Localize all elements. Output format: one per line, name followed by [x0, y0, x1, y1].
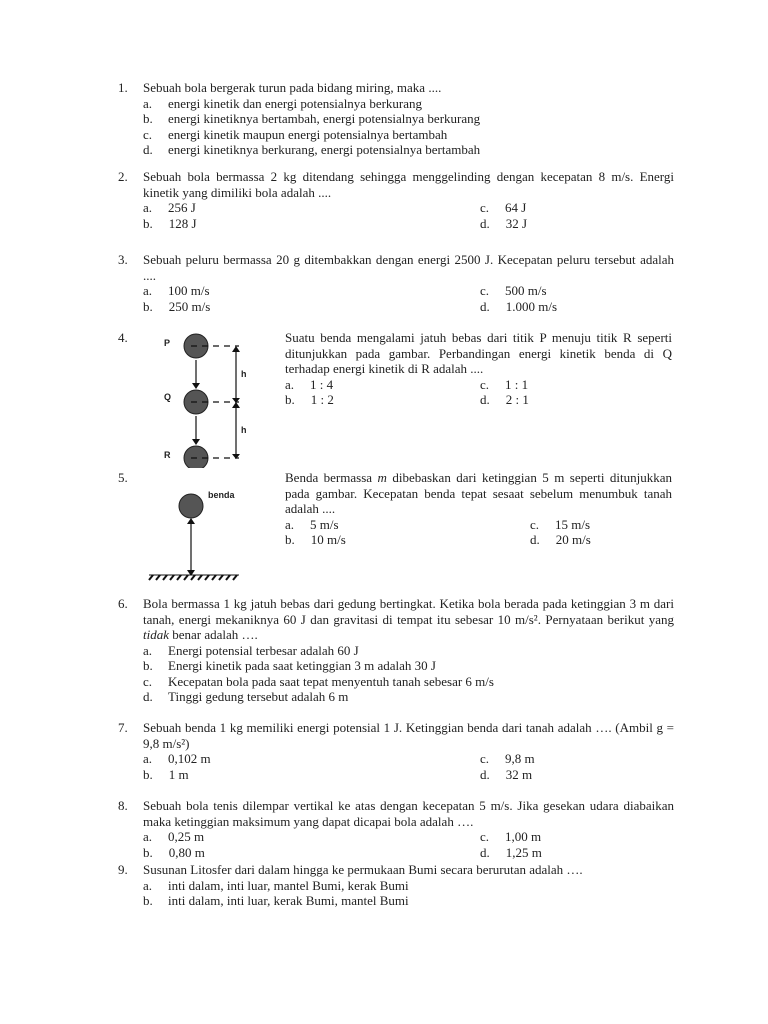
stem-italic: tidak [143, 627, 169, 642]
option-label: a. [143, 751, 153, 766]
option-text: 9,8 m [505, 751, 535, 766]
question-7 [118, 720, 674, 782]
option-label: d. [480, 766, 490, 782]
option-text: energi kinetik dan energi potensialnya berkurang [168, 95, 423, 111]
option-text: 500 m/s [505, 283, 547, 298]
option-a [143, 751, 211, 767]
point-label-q: Q [164, 392, 172, 402]
option-text: 5 m/s [310, 516, 339, 532]
option-text: energi kinetik maupun energi potensialnya bertambah [168, 126, 448, 142]
option-text: 32 J [505, 215, 528, 231]
stem-text: dibebaskan dari ketinggian 5 m seperti ditunjukkan pada gambar. Kecepatan benda tepat sesaat sebelum menumbuk tanah adalah .... [285, 470, 672, 516]
option-b [285, 392, 334, 408]
option-text: energi kinetiknya bertambah, energi potensialnya berkurang [168, 111, 481, 126]
option-a [143, 643, 674, 659]
option-text: inti dalam, inti luar, kerak Bumi, mantel Bumi [168, 893, 409, 908]
stem-text: benar adalah …. [169, 627, 258, 642]
question-stem [285, 470, 672, 517]
option-label: d. [480, 215, 490, 231]
option-text: Energi kinetik pada saat ketinggian 3 m adalah 30 J [168, 658, 436, 673]
option-label: d. [143, 689, 153, 704]
option-a [143, 200, 196, 216]
question-4 [285, 330, 672, 408]
option-label: a. [143, 200, 153, 215]
option-c [530, 517, 590, 533]
option-label: b. [143, 766, 153, 782]
ball-r [184, 446, 208, 468]
option-label: b. [143, 111, 153, 126]
question-number: 8. [118, 798, 128, 813]
option-label: a. [143, 95, 153, 111]
question-stem: Sebuah peluru bermassa 20 g ditembakkan dengan energi 2500 J. Kecepatan peluru tersebut adalah .... [143, 252, 674, 283]
option-label: c. [480, 283, 490, 298]
question-number: 1. [118, 80, 128, 95]
option-d [143, 689, 674, 705]
option-b [143, 658, 674, 674]
option-text: Tinggi gedung tersebut adalah 6 m [168, 689, 349, 704]
option-label: d. [480, 392, 490, 407]
option-text: 1.000 m/s [505, 298, 558, 314]
option-c [480, 200, 526, 216]
option-a [143, 829, 204, 845]
option-text: inti dalam, inti luar, mantel Bumi, kerak Bumi [168, 877, 409, 893]
question-stem: Sebuah bola bergerak turun pada bidang miring, maka .... [143, 80, 442, 95]
falling-object-figure [145, 484, 255, 584]
question-9 [118, 862, 674, 909]
height-label: h [241, 369, 247, 379]
option-text: 1,25 m [505, 844, 542, 860]
question-stem: Susunan Litosfer dari dalam hingga ke permukaan Bumi secara berurutan adalah …. [143, 862, 583, 877]
option-text: 0,80 m [168, 844, 205, 860]
question-number: 7. [118, 720, 128, 735]
option-label: c. [143, 126, 153, 142]
option-text: 0,102 m [168, 751, 211, 766]
height-label: h [241, 425, 247, 435]
question-number: 9. [118, 862, 128, 877]
option-text: 15 m/s [555, 516, 591, 532]
option-label: b. [143, 215, 153, 231]
option-d [143, 142, 674, 158]
option-label: c. [480, 376, 490, 392]
option-c [143, 127, 674, 143]
question-stem: Sebuah bola tenis dilempar vertikal ke atas dengan kecepatan 5 m/s. Jika gesekan udara diabaikan maka ketinggian maksimum yang dapat dicapai bola adalah …. [143, 798, 674, 829]
option-label: b. [143, 298, 153, 314]
question-5 [285, 470, 672, 548]
option-a [143, 878, 674, 894]
question-stem [143, 596, 674, 643]
option-b [143, 893, 674, 909]
option-label: d. [480, 844, 490, 860]
question-number: 3. [118, 252, 128, 267]
option-c [480, 283, 547, 299]
option-label: c. [143, 673, 153, 689]
question-3 [118, 252, 674, 314]
option-text: energi kinetiknya berkurang, energi potensialnya bertambah [168, 142, 481, 157]
option-label: a. [143, 877, 153, 893]
option-text: 1 m [168, 766, 189, 782]
option-d [480, 845, 542, 861]
question-stem: Suatu benda mengalami jatuh bebas dari titik P menuju titik R seperti ditunjukkan pada gambar. Perbandingan energi kinetik benda di Q terhadap energi kinetik di R adalah .... [285, 330, 672, 376]
option-text: 256 J [168, 200, 196, 215]
option-a [285, 517, 339, 533]
option-label: c. [480, 200, 490, 215]
option-label: b. [143, 658, 153, 673]
question-number: 4. [118, 330, 128, 345]
option-label: d. [480, 298, 490, 314]
stem-italic: m [377, 470, 387, 485]
option-label: a. [285, 516, 295, 532]
option-text: 0,25 m [168, 829, 205, 844]
option-text: Energi potensial terbesar adalah 60 J [168, 642, 359, 658]
option-a [143, 283, 210, 299]
option-text: 1,00 m [505, 829, 542, 844]
option-label: b. [285, 532, 295, 547]
point-label-p: P [164, 338, 171, 348]
option-d [480, 299, 557, 315]
question-6 [118, 596, 674, 705]
option-d [480, 767, 532, 783]
object-ball [179, 494, 203, 518]
option-label: c. [530, 516, 540, 532]
option-d [480, 392, 529, 408]
option-label: d. [530, 532, 540, 547]
question-2 [118, 169, 674, 231]
option-text: 1 : 4 [310, 376, 334, 392]
question-stem: Sebuah bola bermassa 2 kg ditendang sehingga menggelinding dengan kecepatan 8 m/s. Energi kinetik yang dimiliki bola adalah .... [143, 169, 674, 200]
option-c [480, 829, 541, 845]
question-number: 6. [118, 596, 128, 611]
option-c [480, 377, 528, 393]
option-text: 1 : 2 [310, 392, 334, 407]
option-label: c. [480, 751, 490, 766]
object-label: benda [208, 490, 235, 500]
option-text: 250 m/s [168, 298, 211, 314]
option-d [480, 216, 527, 232]
option-a [143, 96, 674, 112]
option-b [143, 767, 189, 783]
question-8 [118, 798, 674, 860]
option-c [143, 674, 674, 690]
option-label: a. [285, 376, 295, 392]
option-label: a. [143, 829, 153, 844]
option-text: 32 m [505, 766, 533, 782]
option-text: 2 : 1 [505, 392, 529, 407]
stem-text: Bola bermassa 1 kg jatuh bebas dari gedung bertingkat. Ketika bola berada pada ketinggian 3 m dari tanah, energi mekaniknya 60 J dan gravitasi di tempat itu sebesar 10 m/s². Pernyataan berikut yang [143, 596, 674, 627]
option-label: b. [143, 893, 153, 908]
option-label: c. [480, 829, 490, 844]
option-text: 100 m/s [168, 283, 210, 298]
option-text: 1 : 1 [505, 376, 529, 392]
option-label: b. [143, 844, 153, 860]
option-c [480, 751, 535, 767]
question-number: 2. [118, 169, 128, 184]
option-a [285, 377, 333, 393]
option-b [285, 532, 346, 548]
option-label: d. [143, 142, 153, 157]
option-d [530, 532, 591, 548]
option-label: a. [143, 642, 153, 658]
option-text: 64 J [505, 200, 527, 215]
stem-text: Benda bermassa [285, 470, 378, 485]
option-text: 10 m/s [310, 532, 346, 547]
option-label: a. [143, 283, 153, 298]
question-stem: Sebuah benda 1 kg memiliki energi potensial 1 J. Ketinggian benda dari tanah adalah …. (Ambil g = 9,8 m/s²) [143, 720, 674, 751]
free-fall-figure [155, 330, 265, 468]
option-b [143, 845, 205, 861]
option-text: Kecepatan bola pada saat tepat menyentuh tanah sebesar 6 m/s [168, 673, 494, 689]
option-text: 20 m/s [555, 532, 591, 547]
option-b [143, 299, 210, 315]
option-label: b. [285, 392, 295, 407]
option-b [143, 216, 197, 232]
option-text: 128 J [168, 215, 197, 231]
point-label-r: R [164, 450, 171, 460]
question-number: 5. [118, 470, 128, 485]
question-1 [118, 80, 674, 158]
option-b [143, 111, 674, 127]
